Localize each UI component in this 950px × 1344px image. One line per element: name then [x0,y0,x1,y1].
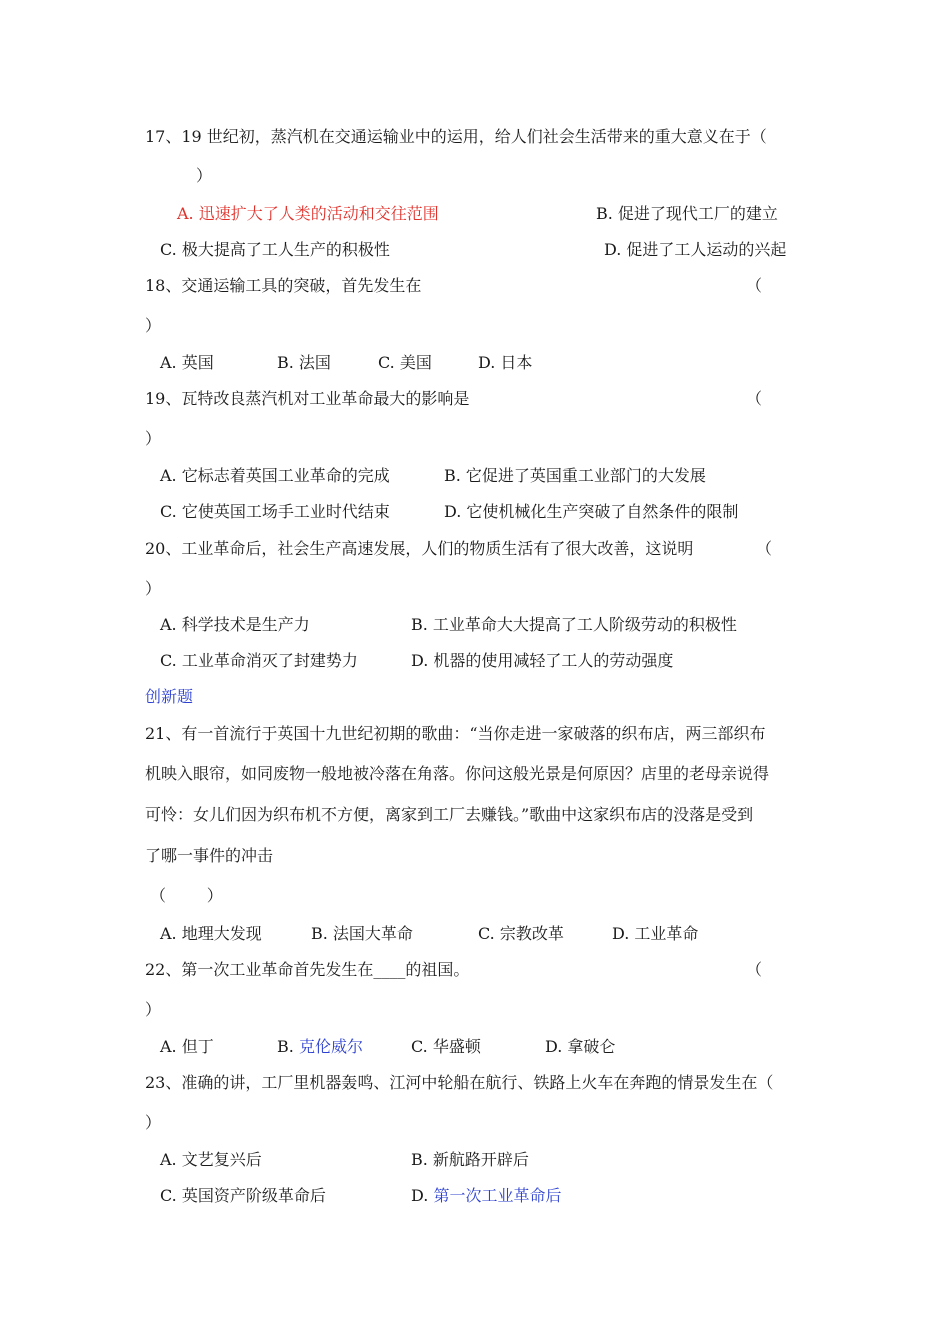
question-22-option-b-letter: B. [277,1037,294,1056]
question-21-line-3: 可怜：女儿们因为织布机不方便，离家到工厂去赚钱。”歌曲中这家织布店的没落是受到 [145,805,754,824]
question-19-option-a: A. 它标志着英国工业革命的完成 [160,466,390,485]
question-22-option-d: D. 拿破仑 [545,1037,616,1056]
question-17-stem: 17、19 世纪初，蒸汽机在交通运输业中的运用，给人们社会生活带来的重大意义在于（ [145,127,767,146]
question-21-line-1: 21、有一首流行于英国十九世纪初期的歌曲：“当你走进一家破落的织布店，两三部织布 [145,724,766,743]
question-17-option-d: D. 促进了工人运动的兴起 [604,240,787,259]
question-23-option-d [411,1186,561,1206]
question-19-close-paren: ） [145,429,162,448]
question-23-option-c: C. 英国资产阶级革命后 [160,1186,326,1205]
question-21-option-a: A. 地理大发现 [160,924,262,943]
question-22-stem: 22、第一次工业革命首先发生在____的祖国。 [145,960,470,979]
question-23-option-b: B. 新航路开辟后 [411,1150,529,1169]
question-18-close-paren: ） [145,316,162,335]
question-20-option-b: B. 工业革命大大提高了工人阶级劳动的积极性 [411,615,737,634]
question-20-option-c: C. 工业革命消灭了封建势力 [160,651,358,670]
question-17-option-c: C. 极大提高了工人生产的积极性 [160,240,390,259]
question-22-close-paren: ） [145,1000,162,1019]
question-22-option-b [277,1037,363,1057]
question-20-close-paren: ） [145,579,162,598]
question-17-option-a: A. 迅速扩大了人类的活动和交往范围 [177,204,439,223]
question-22-option-a: A. 但丁 [160,1037,214,1056]
question-22-option-b-text: 克伦威尔 [298,1037,363,1056]
section-title: 创新题 [145,687,194,706]
question-20-stem: 20、工业革命后，社会生产高速发展，人们的物质生活有了很大改善，这说明 [145,539,694,558]
question-21-option-c: C. 宗教改革 [478,924,564,943]
question-18-option-d: D. 日本 [478,353,533,372]
question-20-option-d: D. 机器的使用减轻了工人的劳动强度 [411,651,674,670]
question-18-open-paren: （ [746,276,763,295]
question-21-option-b: B. 法国大革命 [311,924,413,943]
question-23-option-d-letter: D. [411,1186,429,1205]
question-23-close-paren: ） [145,1113,162,1132]
question-17-close-paren: ） [196,166,213,185]
question-19-option-d: D. 它使机械化生产突破了自然条件的限制 [444,502,739,521]
question-23-stem: 23、准确的讲，工厂里机器轰鸣、江河中轮船在航行、铁路上火车在奔跑的情景发生在（ [145,1073,774,1092]
question-21-line-2: 机映入眼帘，如同废物一般地被冷落在角落。你问这般光景是何原因？店里的老母亲说得 [145,764,770,783]
question-21-line-4: 了哪一事件的冲击 [145,846,274,865]
question-20-option-a: A. 科学技术是生产力 [160,615,310,634]
question-19-option-c: C. 它使英国工场手工业时代结束 [160,502,390,521]
question-19-stem: 19、瓦特改良蒸汽机对工业革命最大的影响是 [145,389,470,408]
question-21-answer-blank: （ ） [150,886,223,905]
question-19-option-b: B. 它促进了英国重工业部门的大发展 [444,466,706,485]
question-18-stem: 18、交通运输工具的突破，首先发生在 [145,276,422,295]
question-20-open-paren: （ [756,539,773,558]
question-18-option-b: B. 法国 [277,353,331,372]
question-23-option-d-text: 第一次工业革命后 [433,1186,562,1205]
question-21-option-d: D. 工业革命 [612,924,699,943]
question-18-option-a: A. 英国 [160,353,214,372]
question-18-option-c: C. 美国 [378,353,432,372]
question-19-open-paren: （ [746,389,763,408]
question-23-option-a: A. 文艺复兴后 [160,1150,262,1169]
question-22-option-c: C. 华盛顿 [411,1037,481,1056]
question-17-option-b: B. 促进了现代工厂的建立 [596,204,778,223]
question-22-open-paren: （ [746,960,763,979]
